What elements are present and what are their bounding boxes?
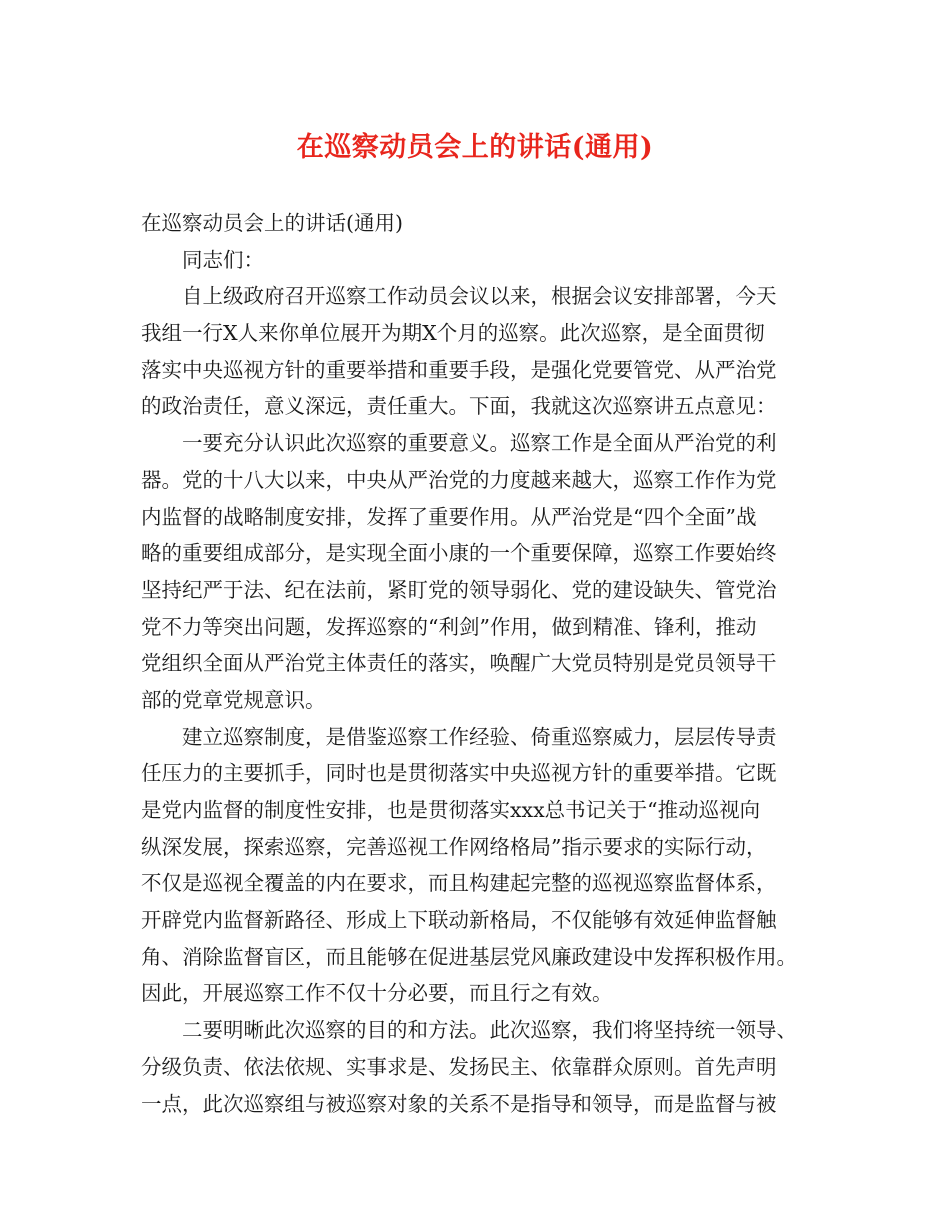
body-line: 落实中央巡视方针的重要举措和重要手段，是强化党要管党、从严治党 — [141, 357, 777, 382]
body-line: 一点，此次巡察组与被巡察对象的关系不是指导和领导，而是监督与被 — [141, 1091, 777, 1116]
body-line: 任压力的主要抓手，同时也是贯彻落实中央巡视方针的重要举措。它既 — [141, 761, 777, 786]
body-line: 是党内监督的制度性安排，也是贯彻落实xxx总书记关于“推动巡视向 — [141, 798, 761, 822]
body-line: 角、消除监督盲区，而且能够在促进基层党风廉政建设中发挥积极作用。 — [141, 944, 797, 969]
body-line: 自上级政府召开巡察工作动员会议以来，根据会议安排部署，今天 — [182, 284, 777, 309]
body-line: 纵深发展，探索巡察，完善巡视工作网络格局”指示要求的实际行动， — [141, 834, 767, 859]
body-line: 器。党的十八大以来，中央从严治党的力度越来越大，巡察工作作为党 — [141, 467, 777, 492]
body-line: 开辟党内监督新路径、形成上下联动新格局，不仅能够有效延伸监督触 — [141, 908, 777, 933]
body-line: 一要充分认识此次巡察的重要意义。巡察工作是全面从严治党的利 — [182, 431, 777, 456]
body-line: 建立巡察制度，是借鉴巡察工作经验、倚重巡察威力，层层传导责 — [182, 724, 777, 749]
body-line: 分级负责、依法依规、实事求是、发扬民主、依靠群众原则。首先声明 — [141, 1054, 777, 1079]
body-line: 内监督的战略制度安排，发挥了重要作用。从严治党是“四个全面”战 — [141, 504, 757, 529]
body-line: 党不力等突出问题，发挥巡察的“利剑”作用，做到精准、锋利，推动 — [141, 614, 757, 639]
body-line: 二要明晰此次巡察的目的和方法。此次巡察，我们将坚持统一领导、 — [182, 1018, 797, 1043]
body-line: 略的重要组成部分，是实现全面小康的一个重要保障，巡察工作要始终 — [141, 541, 777, 566]
body-line: 的政治责任，意义深远，责任重大。下面，我就这次巡察讲五点意见： — [141, 394, 777, 419]
body-line: 党组织全面从严治党主体责任的落实，唤醒广大党员特别是党员领导干 — [141, 651, 777, 676]
body-line: 因此，开展巡察工作不仅十分必要，而且行之有效。 — [141, 981, 613, 1006]
body-line: 部的党章党规意识。 — [141, 687, 326, 712]
body-line: 不仅是巡视全覆盖的内在要求，而且构建起完整的巡视巡察监督体系， — [141, 871, 777, 896]
body-line: 在巡察动员会上的讲话(通用) — [141, 211, 403, 235]
body-line: 坚持纪严于法、纪在法前，紧盯党的领导弱化、党的建设缺失、管党治 — [141, 577, 777, 602]
body-line: 同志们： — [182, 247, 264, 272]
body-line: 我组一行X人来你单位展开为期X个月的巡察。此次巡察，是全面贯彻 — [141, 321, 765, 346]
document-body — [141, 205, 831, 1122]
document-title: 在巡察动员会上的讲话(通用) — [296, 132, 654, 163]
